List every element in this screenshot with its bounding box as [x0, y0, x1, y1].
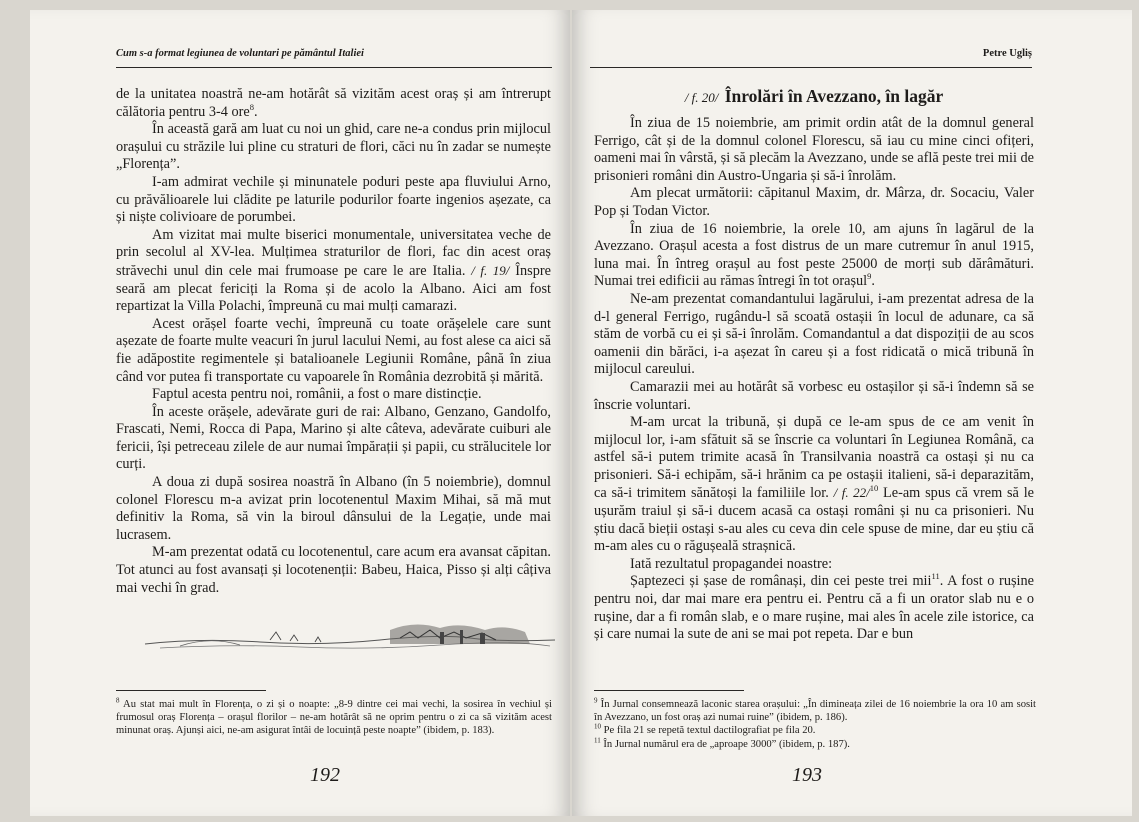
left-paragraph-3: I-am admirat vechile și minunatele poduri peste apa fluviului Arno, cu prăvălioarele lui clădite pe laturile podurilor foarte ingenios așezate, ca și niște colivioare de porumbei.: [116, 173, 551, 226]
right-paragraph-5: Camarazii mei au hotărât să vorbesc eu ostașilor și să-i îndemn să se înscrie voluntari.: [594, 378, 1034, 413]
right-running-head: Petre Ugliș: [590, 48, 1032, 68]
left-paragraph-5: Acest orășel foarte vechi, împreună cu toate orășelele care sunt așezate de foarte multe veacuri în jurul lacului Nemi, au fost alese ca aici să fie adăpostite regimentele și batalioanele Legiunii Române, până în ziua când vor putea fi transportate cu vapoarele în România dezrobită și mărită.: [116, 315, 551, 385]
folio-reference: / f. 19/: [471, 262, 510, 278]
footnote-8: $^8$ Au stat mai mult în Florența, o zi și o noapte: „8-9 dintre cei mai vechi, la sosirea în vechiul și frumosul oraș Florența – orașul florilor – ne-am hotărât să ne oprim pentru o zi ca să vizităm acest minunat oraș. Ajunși aici, ne-am asigurat întâi de locuință peste noapte” (ibidem, p. 183).: [116, 696, 552, 737]
left-paragraph-2: În această gară am luat cu noi un ghid, care ne-a condus prin mijlocul orașului cu străzile lui pline cu straturi de flori, căci nu în zadar se numește „Florența”.: [116, 121, 551, 173]
chapter-title: [594, 86, 1034, 107]
right-paragraph-4: Ne-am prezentat comandantului lagărului, i-am prezentat adresa de la d-l general Ferrigo, rugându-l să scoată ostașii în locul de adunare, ca să stăm de vorbă cu ei și să-i înrolăm. Comandantul a dat dispoziții de au scos oamenii din bărăci, i-a așezat în careu și a fost ridicată o mică tribună în mijlocul careului.: [594, 290, 1034, 378]
decorative-engraving: [140, 618, 560, 654]
left-paragraph-4: Am vizitat mai multe biserici monumentale, universitatea veche de prin secolul al XV-lea. Mulțimea straturilor de flori, fac din acest oraș străvechi unul din cele mai frumoase pe care le are Italia. / f. 19/ Înspre seară am plecat fericiți la Roma și de acolo la Albano. Aici am fost repartizat la Villa Polachi, împreună cu mai mulți camarazi.: [116, 226, 551, 315]
right-footnotes: [594, 698, 1036, 751]
left-body-text: [116, 86, 551, 597]
left-running-head: Cum s-a format legiunea de voluntari pe pământul Italiei: [116, 48, 552, 68]
right-paragraph-6: M-am urcat la tribună, și după ce le-am spus de ce am venit în mijlocul lor, i-am sfătuit să se înscrie ca voluntari în Legiunea Română, ca astfel să-i putem trimite acasă în Transilvania noastră ca ostași și nu ca prisonieri. Să-i echipăm, să-i hrănim ca pe ostașii italieni, să-i deparazităm, ca să-i trimitem sănătoși la familiile lor. / f. 22/$^{10}$ Le-am spus că vrem să le ușurăm traiul și să-i ducem acasă ca ostași români și nu ca prisonieri. Nu știu dacă bieții ostași s-au ales cu ceva din cele spuse de mine, dar eu știu că m-am ales cu o răgușeală strașnică.: [594, 414, 1035, 555]
right-body-text: [594, 115, 1034, 644]
folio-reference: / f. 22/: [833, 485, 870, 501]
right-footnote-rule: [594, 690, 744, 691]
chapter-title-text: Înrolări în Avezzano, în lagăr: [724, 86, 944, 106]
left-paragraph-8: A doua zi după sosirea noastră în Albano (în 5 noiembrie), domnul colonel Florescu m-a avizat prin locotenentul Maxim Mihai, să mă mut definitiv la Roma, să vin la biroul dânsului de la Legație, unde mai lucrasem.: [116, 474, 551, 543]
left-paragraph-6: Faptul acesta pentru noi, românii, a fost o mare distincție.: [152, 386, 482, 403]
footnote-10: $^{10}$ Pe fila 21 se repetă textul dactilografiat pe fila 20.: [594, 722, 816, 737]
right-page: [572, 10, 1132, 816]
right-paragraph-1: În ziua de 15 noiembrie, am primit ordin atât de la domnul general Ferrigo, cât și de la domnul colonel Florescu, să iau cu mine cinci ofițeri, oameni mai în vârstă, și să plecăm la Avezzano, unde se află peste trei mii de prisonieri români din Austro-Ungaria și să-i înrolăm.: [594, 115, 1034, 184]
left-paragraph-1: de la unitatea noastră ne-am hotărât să vizităm acest oraș și am întrerupt călătoria pentru 3-4 ore$^8$.: [116, 86, 551, 120]
left-footnotes: [116, 698, 552, 738]
right-paragraph-7: Iată rezultatul propagandei noastre:: [630, 555, 833, 572]
right-paragraph-8: Șaptezeci și șase de românași, din cei peste trei mii$^{11}$. A fost o rușine pentru noi, dar mai mare era pentru ei. Pentru că a fi un orator slab nu e o rușine, dar a fi român slab, e o mare rușine, mai ales în acele zile istorice, ca și care numai la sute de ani se mai pot repeta. Dar e bun: [594, 571, 1034, 643]
left-paragraph-7: În aceste orășele, adevărate guri de rai: Albano, Genzano, Gandolfo, Frascati, Nemi, Rocca di Papa, Marino și alte câteva, adevărate cuiburi ale fericii, își petreceau zilele de aur numai împărații și papii, cu strălucitele lor curți.: [116, 403, 551, 473]
right-paragraph-2: Am plecat următorii: căpitanul Maxim, dr. Mârza, dr. Socaciu, Valer Pop și Todan Victor.: [594, 185, 1034, 219]
right-paragraph-3: În ziua de 16 noiembrie, la orele 10, am ajuns în lagărul de la Avezzano. Orașul acesta a fost distrus de un mare cutremur în anul 1915, luna mai. În întreg orașul au fost peste 25000 de morți sub dărâmături. Numai trei edificii au rămas întregi în tot orașul$^9$.: [594, 220, 1034, 290]
left-page: [30, 10, 570, 816]
footnote-11: $^{11}$ În Jurnal numărul era de „aproape 3000” (ibidem, p. 187).: [594, 736, 850, 750]
footnote-9: $^9$ În Jurnal consemnează laconic starea orașului: „În dimineața zilei de 16 noiembrie la ora 10 am sosit în Avezzano, un fost oraș azi numai ruine” (ibidem, p. 186).: [594, 696, 1037, 724]
left-page-number: 192: [310, 764, 340, 786]
chapter-folio-reference: / f. 20/: [684, 90, 719, 105]
right-page-number: 193: [792, 764, 822, 786]
left-paragraph-9: M-am prezentat odată cu locotenentul, care acum era avansat căpitan. Tot atunci au fost avansați și locotenenții: Babeu, Haica, Pisso și alți câțiva mai vechi în grad.: [116, 544, 551, 596]
left-footnote-rule: [116, 690, 266, 691]
